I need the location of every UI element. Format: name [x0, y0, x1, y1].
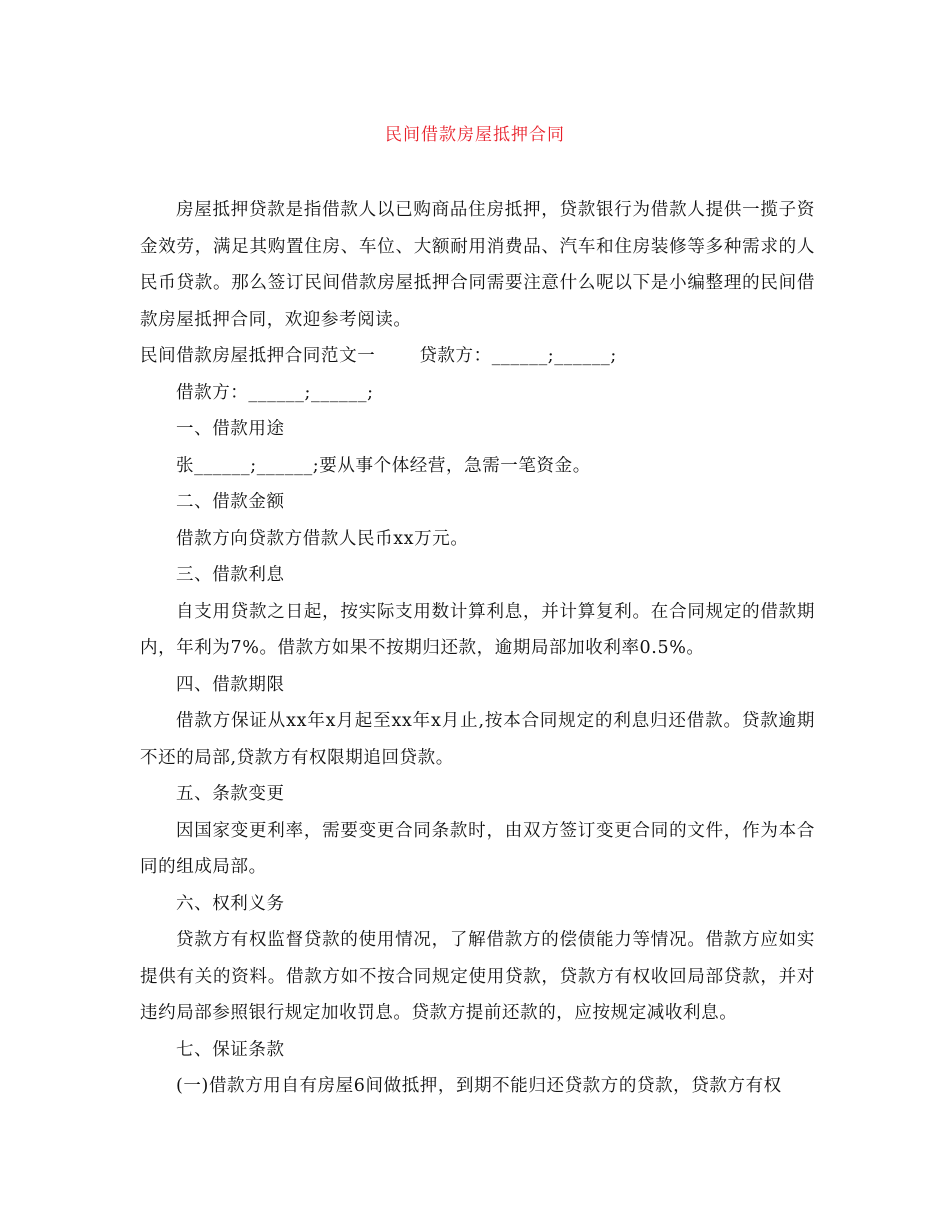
section-heading-5: 五、条款变更	[176, 784, 285, 804]
section-text-6: 贷款方有权监督贷款的使用情况，了解借款方的偿债能力等情况。借款方应如实提供有关的资料。借款方如不按合同规定使用贷款，贷款方有权收回局部贷款，并对违约局部参照银行规定加收罚息。贷款方提前还款的，应按规定减收利息。	[140, 930, 815, 1023]
sample-heading: 民间借款房屋抵押合同范文一	[140, 346, 376, 366]
section-text-3: 自支用贷款之日起，按实际支用数计算利息，并计算复利。在合同规定的借款期内，年利为7%。借款方如果不按期归还款，逾期局部加收利率0.5%。	[140, 601, 815, 658]
section-heading-7: 七、保证条款	[176, 1039, 285, 1060]
intro-paragraph: 房屋抵押贷款是指借款人以已购商品住房抵押，贷款银行为借款人提供一揽子资金效劳，满足其购置住房、车位、大额耐用消费品、汽车和住房装修等多种需求的人民币贷款。那么签订民间借款房屋抵押合同需要注意什么呢以下是小编整理的民间借款房屋抵押合同，欢迎参考阅读。	[140, 200, 815, 330]
section-text-2: 借款方向贷款方借款人民币xx万元。	[176, 528, 469, 549]
section-heading-1: 一、借款用途	[176, 419, 285, 439]
section-text-7: (一)借款方用自有房屋6间做抵押，到期不能归还贷款方的贷款，贷款方有权	[176, 1076, 782, 1096]
document-body	[140, 192, 815, 1105]
section-text-5: 因国家变更利率，需要变更合同条款时，由双方签订变更合同的文件，作为本合同的组成局部。	[140, 820, 815, 877]
borrower-line: 借款方：______;______;	[176, 382, 374, 403]
section-text-4: 借款方保证从xx年x月起至xx年x月止,按本合同规定的利息归还借款。贷款逾期不还的局部,贷款方有权限期追回贷款。	[140, 711, 815, 768]
section-heading-4: 四、借款期限	[176, 674, 285, 695]
section-heading-3: 三、借款利息	[176, 565, 285, 585]
section-heading-2: 二、借款金额	[176, 492, 285, 512]
section-text-1: 张______;______;要从事个体经营，急需一笔资金。	[176, 455, 591, 476]
document-title: 民间借款房屋抵押合同	[385, 125, 565, 145]
section-heading-6: 六、权利义务	[176, 893, 285, 914]
sample-heading-line	[140, 338, 815, 375]
lender-line: 贷款方：______;______;	[419, 346, 617, 366]
